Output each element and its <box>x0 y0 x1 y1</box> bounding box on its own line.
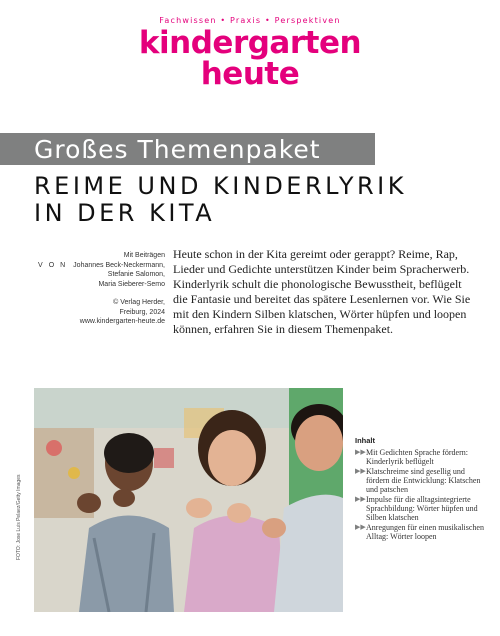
intro-text: Heute schon in der Kita gereimt oder gerappt? Reime, Rap, Lieder und Gedichte unterstützen Kinder beim Spracherwerb. Kinderlyrik schult die phonologische Bewusstheit, beflügelt die Fantasie und bereitet das spätere Lesenlernen vor. Wie Sie mit den Kindern Silben klatschen, Wörter hüpfen und loopen können, erfahren Sie in diesem Themenpaket. <box>173 247 471 336</box>
children-photo <box>34 388 343 612</box>
contents-item-label: Impulse für die alltagsintegrierte Sprachbildung: Wörter hüpfen und Silben klatschen <box>366 495 478 522</box>
contents-item-label: Anregungen für einen musikalischen Alltag: Wörter loopen <box>366 523 484 541</box>
brand-line-1: kindergarten <box>138 25 362 61</box>
section-band-label: Großes Themenpaket <box>34 135 321 164</box>
contents-item[interactable] <box>355 448 485 466</box>
author-line-3: Maria Sieberer-Semo <box>98 280 165 288</box>
contents-item[interactable] <box>355 495 485 522</box>
title-line-1: REIME UND KINDERLYRIK <box>34 172 407 200</box>
von-label: VON <box>38 261 72 269</box>
arrow-right-icon: ▶▶ <box>355 495 366 503</box>
photo-illustration <box>34 388 343 612</box>
contents-item[interactable] <box>355 523 485 541</box>
contents-box <box>355 436 485 542</box>
photo-credit: FOTO: Jose Luis Pelaez/Getty Images <box>16 474 22 560</box>
brand-line-2: heute <box>200 56 300 92</box>
contrib-label: Mit Beiträgen <box>123 252 165 259</box>
contents-item-label: Mit Gedichten Sprache fördern: Kinderlyrik beflügelt <box>366 448 468 466</box>
contents-item[interactable] <box>355 467 485 494</box>
tagline: Fachwissen • Praxis • Perspektiven <box>159 16 341 25</box>
brand-logo <box>0 25 500 92</box>
arrow-right-icon: ▶▶ <box>355 448 366 456</box>
contents-title: Inhalt <box>355 436 375 445</box>
place-year: Freiburg, 2024 <box>119 308 165 316</box>
page-title <box>34 173 474 227</box>
author-credits <box>30 251 165 327</box>
website-link[interactable]: www.kindergarten-heute.de <box>79 318 165 325</box>
authors-first: Johannes Beck-Neckermann, <box>73 261 165 269</box>
arrow-right-icon: ▶▶ <box>355 467 366 475</box>
arrow-right-icon: ▶▶ <box>355 523 366 531</box>
copyright: © Verlag Herder, <box>113 299 165 306</box>
author-line-1 <box>30 261 165 271</box>
title-line-2: IN DER KITA <box>34 199 216 227</box>
contents-item-label: Klatschreime sind gesellig und fördern die Entwicklung: Klatschen und patschen <box>366 467 481 494</box>
author-line-2: Stefanie Salomon, <box>107 271 165 278</box>
